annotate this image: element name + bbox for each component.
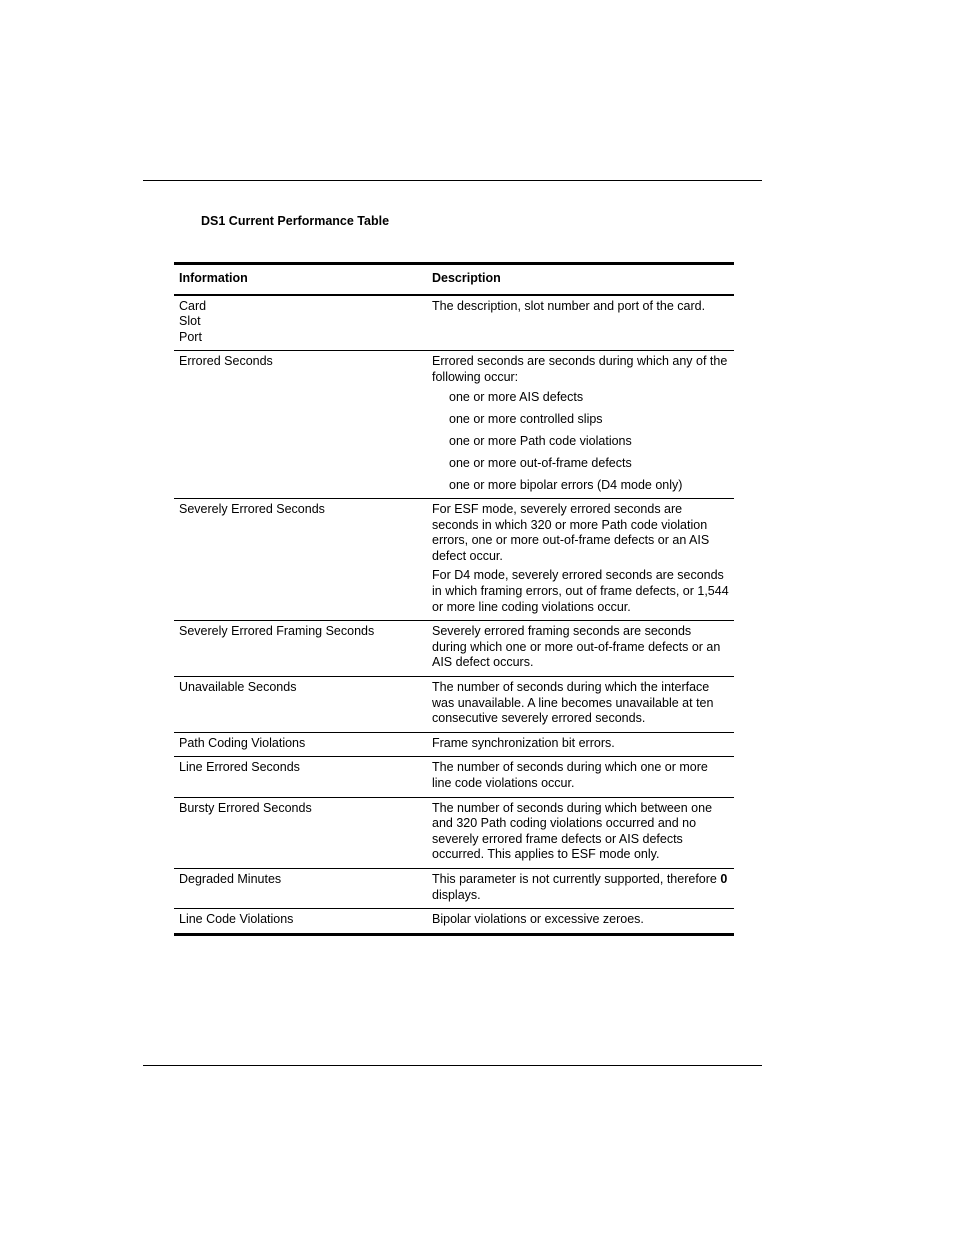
description-text: For D4 mode, severely errored seconds are seconds in which framing errors, out of frame defects, or 1,544 or more line coding violations occur. [432, 568, 729, 614]
info-line: Port [179, 329, 202, 344]
description-cell [427, 757, 734, 797]
description-text: For ESF mode, severely errored seconds are seconds in which 320 or more Path code violation errors, one or more out-of-frame defects or an AIS defect occur. [432, 502, 710, 563]
description-text: Severely errored framing seconds are seconds during which one or more out-of-frame defects or an AIS defect occurs. [432, 624, 721, 670]
description-cell [427, 621, 734, 677]
table-row [174, 757, 734, 797]
info-cell: Severely Errored Framing Seconds [174, 621, 427, 677]
condition-list [432, 390, 729, 494]
zero-value: 0 [720, 871, 728, 886]
column-header-information: Information [174, 264, 427, 295]
description-text: The number of seconds during which the interface was unavailable. A line becomes unavailable at ten consecutive severely errored seconds. [432, 680, 714, 726]
condition-item: one or more bipolar errors (D4 mode only) [449, 477, 683, 492]
description-text: Frame synchronization bit errors. [432, 735, 615, 750]
info-cell: Line Errored Seconds [174, 757, 427, 797]
condition-item: one or more controlled slips [449, 411, 603, 426]
condition-item: one or more Path code violations [449, 433, 632, 448]
table-row [174, 732, 734, 757]
description-cell [427, 797, 734, 868]
description-cell [427, 677, 734, 733]
table-header-row [174, 264, 734, 295]
performance-table [174, 262, 734, 936]
info-cell: Severely Errored Seconds [174, 499, 427, 621]
info-cell: Errored Seconds [174, 351, 427, 499]
table-row [174, 621, 734, 677]
footer-rule [143, 1065, 762, 1066]
condition-item: one or more AIS defects [449, 389, 584, 404]
table-row [174, 797, 734, 868]
description-text-pre: This parameter is not currently supported, therefore [432, 871, 721, 886]
condition-item: one or more out-of-frame defects [449, 455, 632, 470]
info-cell: Unavailable Seconds [174, 677, 427, 733]
table-row [174, 868, 734, 908]
description-text-post: displays. [432, 887, 481, 902]
description-text: The number of seconds during which between one and 320 Path coding violations occurred and no severely errored frame defects or AIS defects occurred. This applies to ESF mode only. [432, 800, 713, 862]
info-cell [174, 295, 427, 351]
description-cell [427, 351, 734, 499]
description-cell [427, 909, 734, 935]
info-cell: Bursty Errored Seconds [174, 797, 427, 868]
description-text: Errored seconds are seconds during which any of the following occur: [432, 354, 728, 384]
description-text [432, 872, 729, 903]
info-cell: Path Coding Violations [174, 732, 427, 757]
description-cell [427, 732, 734, 757]
description-text: The number of seconds during which one or more line code violations occur. [432, 760, 708, 790]
table-row [174, 909, 734, 935]
description-cell [427, 295, 734, 351]
description-cell [427, 499, 734, 621]
table-row [174, 295, 734, 351]
description-text: The description, slot number and port of the card. [432, 298, 706, 313]
table-title: DS1 Current Performance Table [201, 214, 390, 228]
column-header-description: Description [427, 264, 734, 295]
table-row [174, 351, 734, 499]
info-line: Card [179, 298, 207, 313]
table-row [174, 677, 734, 733]
info-cell: Degraded Minutes [174, 868, 427, 908]
description-cell [427, 868, 734, 908]
description-text: Bipolar violations or excessive zeroes. [432, 912, 644, 927]
info-line: Slot [179, 314, 201, 329]
info-cell: Line Code Violations [174, 909, 427, 935]
header-rule [143, 180, 762, 181]
table-row [174, 499, 734, 621]
